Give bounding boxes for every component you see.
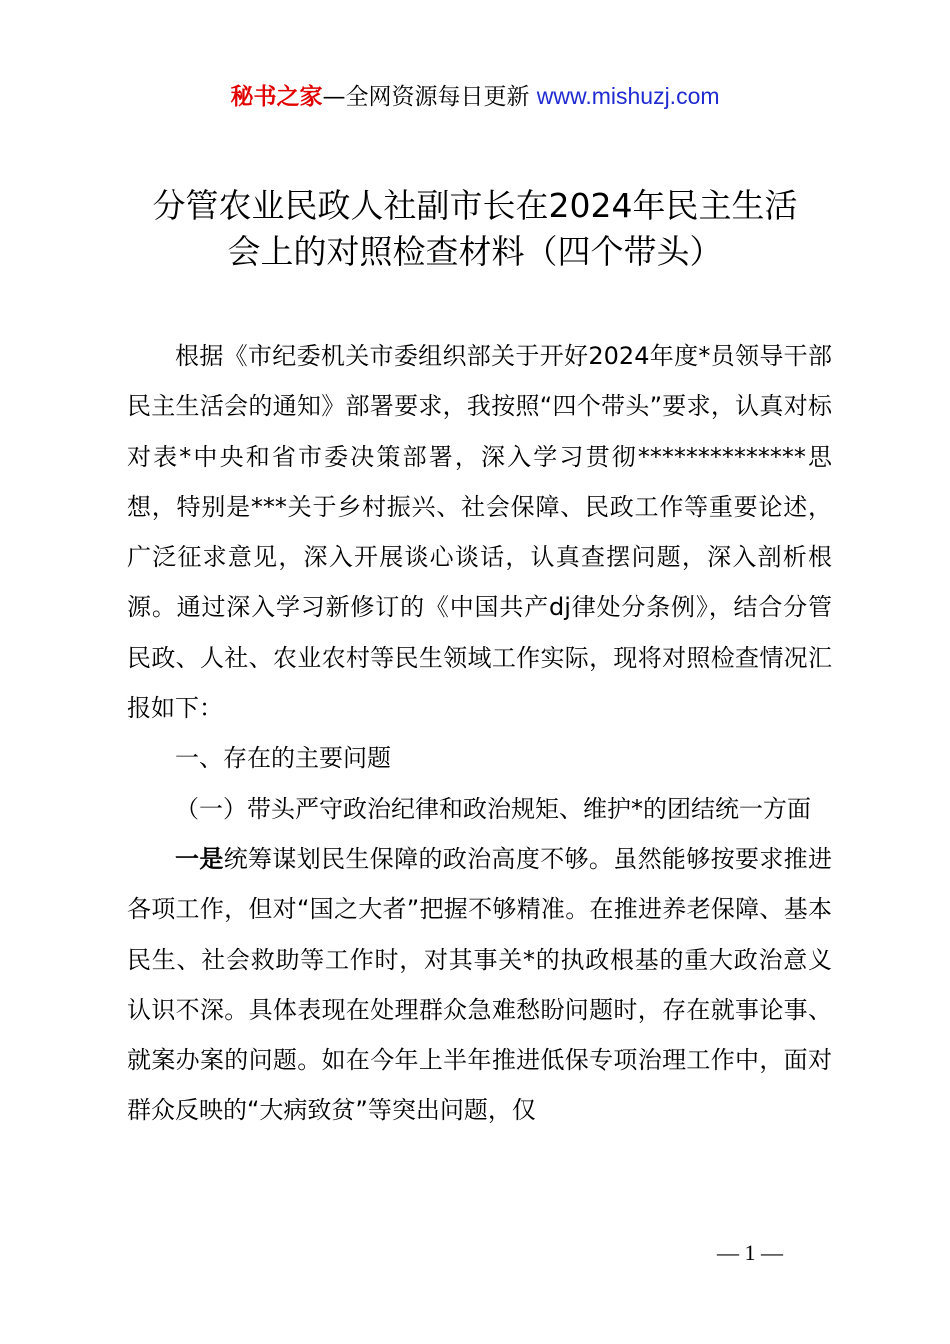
title-line-1: 分管农业民政人社副市长在2024年民主生活 [152,186,798,225]
document-title [60,183,890,275]
title-line-2: 会上的对照检查材料（四个带头） [227,232,723,271]
point-text: 统筹谋划民生保障的政治高度不够。虽然能够按要求推进各项工作，但对“国之大者”把握不够精准。在推进养老保障、基本民生、社会救助等工作时，对其事关*的执政根基的重大政治意义认识不深。具体表现在处理群众急难愁盼问题时，存在就事论事、就案办案的问题。如在今年上半年推进低保专项治理工作中，面对群众反映的“大病致贫”等突出问题，仅 [127,844,833,1125]
intro-paragraph: 根据《市纪委机关市委组织部关于开好2024年度*员领导干部民主生活会的通知》部署要求，我按照“四个带头”要求，认真对标对表*中央和省市委决策部署，深入学习贯彻**************思想，特别是***关于乡村振兴、社会保障、民政工作等重要论述，广泛征求意见，深入开展谈心谈话，认真查摆问题，深入剖析根源。通过深入学习新修订的《中国共产dj律处分条例》，结合分管民政、人社、农业农村等民生领域工作实际，现将对照检查情况汇报如下： [127,342,832,723]
subsection-heading: （一）带头严守政治纪律和政治规矩、维护*的团结统一方面 [175,794,811,823]
brand-name: 秘书之家 [230,84,323,110]
site-url-link[interactable]: www.mishuzj.com [536,83,720,109]
section-heading: 一、存在的主要问题 [175,744,391,773]
point-lead: 一是 [175,844,224,873]
site-header [0,80,950,113]
document-body [127,331,832,1136]
page-number: — 1 — [717,1240,783,1265]
point-paragraph [127,834,832,1136]
header-tagline: —全网资源每日更新 [322,84,537,110]
